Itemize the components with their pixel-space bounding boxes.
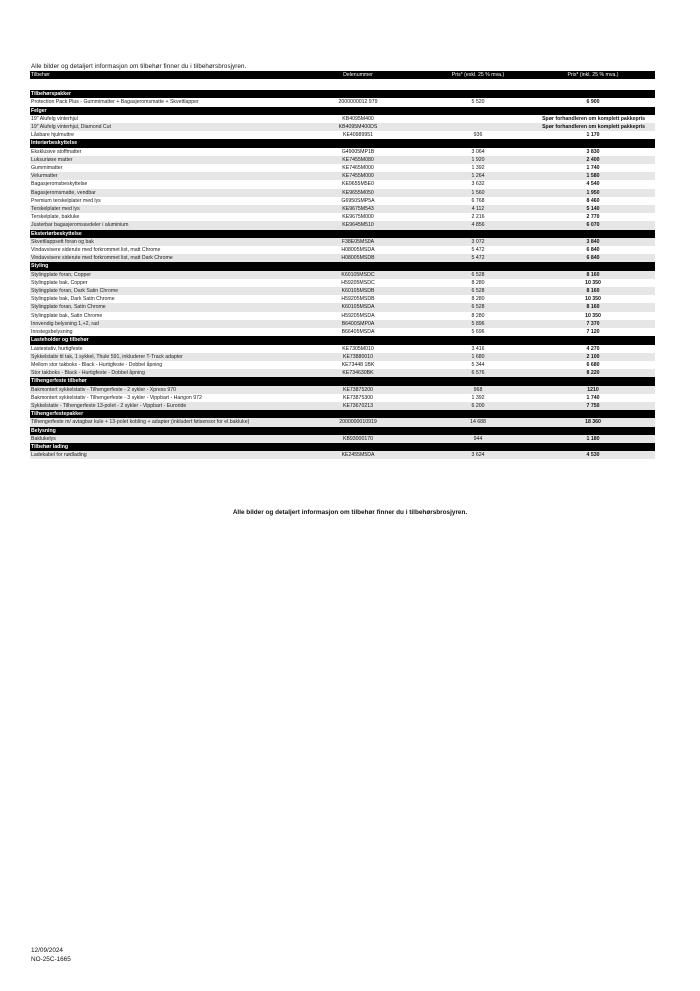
part-number: KE7455M000	[290, 172, 425, 180]
price-excl-vat: 8 280	[471, 279, 485, 286]
table-row	[30, 156, 655, 164]
price-excl-vat: 5 696	[471, 329, 485, 336]
price-excl-vat: 8 280	[471, 296, 485, 303]
price-excl-vat: 5 472	[425, 254, 530, 262]
price-incl-vat: 18 360	[530, 418, 655, 426]
accessory-name: Stor takboks - Black - Hurtigfeste - Dobbel åpning	[30, 369, 290, 377]
part-number: H08005MSDA	[341, 247, 375, 254]
price-excl-vat: 968	[425, 386, 530, 394]
price-excl-vat: 3 416	[471, 345, 485, 352]
price-excl-vat: 5 344	[471, 361, 485, 368]
price-excl-vat: 4 856	[425, 221, 530, 229]
section-header-row	[30, 443, 655, 451]
part-number: F38E05MS0A	[290, 238, 425, 246]
part-number: KE734630BK	[290, 369, 425, 377]
price-incl-vat: 8 160	[530, 303, 655, 311]
part-number: H59205MSDC	[341, 279, 375, 286]
table-row	[30, 328, 655, 336]
accessory-name: Luksuriøse matter	[30, 156, 290, 164]
table-row	[30, 238, 655, 246]
accessory-name: 19" Alufelg vinterhjul	[31, 115, 78, 122]
price-incl-vat: 1 580	[530, 172, 655, 180]
table-row	[30, 435, 655, 443]
accessory-name: Premium terskelplater med lys	[31, 197, 101, 204]
table-row	[30, 131, 655, 139]
accessory-name: Skvettlappsett foran og bak	[30, 238, 290, 246]
part-number: KE7465M000	[342, 165, 374, 172]
price-incl-vat: 10 350	[585, 279, 601, 286]
price-excl-vat: 8 280	[471, 312, 485, 319]
part-number: KE9655M050	[290, 189, 425, 197]
price-incl-vat: 1 170	[586, 132, 600, 139]
price-excl-vat: 5 896	[425, 320, 530, 328]
price-incl-vat: 1 740	[586, 165, 600, 172]
accessory-name: Sykkelstativ til tak, 1 sykkel, Thule 591, inkluderer T-Track adapter	[30, 353, 290, 361]
price-incl-vat: 6 900	[586, 99, 600, 106]
section-header-row	[30, 139, 655, 147]
column-header-price-incl-vat: Pris* (inkl. 25 % mva.)	[530, 71, 655, 79]
table-spacer-row	[30, 79, 655, 90]
accessory-name: Bagasjeromsmatte, vendbar	[30, 189, 290, 197]
price-incl-vat: 6 840	[586, 247, 600, 254]
part-number: K60105MSDA	[290, 303, 425, 311]
table-row	[30, 271, 655, 279]
price-incl-vat: 2 100	[530, 353, 655, 361]
price-incl-vat: 7 120	[586, 329, 600, 336]
section-title: Interiørbeskyttelse	[30, 139, 655, 147]
accessory-name: Stylingplate foran, Satin Chrome	[30, 303, 290, 311]
accessory-name: Vindavvisere siderute med forkrommet list, matt Dark Chrome	[30, 254, 290, 262]
table-row	[30, 394, 655, 402]
table-row	[30, 180, 655, 188]
price-excl-vat: 3 632	[471, 181, 485, 188]
price-excl-vat: 1 392	[471, 394, 485, 401]
table-row	[30, 303, 655, 311]
column-header-price-excl-vat: Pris* (exkl. 25 % mva.)	[425, 71, 530, 79]
price-excl-vat: 6 528	[425, 287, 530, 295]
price-incl-vat: 3 830	[586, 148, 600, 155]
price-excl-vat: 936	[473, 132, 483, 139]
section-title: Tilhengerfeste tilbehør	[30, 377, 655, 385]
section-title: Tilbehørspakker	[30, 90, 655, 98]
table-row	[30, 98, 655, 106]
part-number: B66405MSDA	[341, 329, 375, 336]
section-header-row	[30, 262, 655, 270]
part-number: KE7305M010	[342, 345, 374, 352]
price-incl-vat: 1 950	[530, 189, 655, 197]
accessory-name: Terskelplate, bakluke	[31, 214, 80, 221]
price-excl-vat: 1 920	[425, 156, 530, 164]
price-incl-vat: 8 460	[586, 197, 600, 204]
section-header-row	[30, 427, 655, 435]
column-header-accessory: Tilbehør	[30, 71, 290, 79]
price-incl-vat: 8 160	[530, 271, 655, 279]
part-number: KE9675M000	[342, 214, 374, 221]
price-excl-vat: 5 520	[471, 99, 485, 106]
table-row	[30, 402, 655, 410]
part-number: KE73875200	[290, 386, 425, 394]
part-number: KE73875300	[342, 394, 373, 401]
price-excl-vat: 6 200	[425, 402, 530, 410]
part-number: 2000000012 979	[338, 99, 378, 106]
price-excl-vat: 6 576	[425, 369, 530, 377]
accessory-name: Innvendig belysning 1,+2, rad	[30, 320, 290, 328]
part-number: G6950SMP5A	[341, 197, 375, 204]
part-number: 2000000010919	[290, 418, 425, 426]
table-row	[30, 172, 655, 180]
price-excl-vat: 6 768	[471, 197, 485, 204]
table-row	[30, 164, 655, 172]
intro-text: Alle bilder og detaljert informasjon om tilbehør finner du i tilbehørsbrosjyren.	[31, 63, 247, 70]
table-row	[30, 221, 655, 229]
part-number: KE73448 1BK	[341, 361, 375, 368]
price-incl-vat: 7 750	[530, 402, 655, 410]
accessory-name: Sykkelstativ - Tilhengerfeste 13-polet - 2 sykler - Vippbart - Euroride	[30, 402, 290, 410]
part-number: KE73880010	[290, 353, 425, 361]
part-number: KE40989951	[342, 132, 373, 139]
section-header-row	[30, 90, 655, 98]
section-title: Tilhengerfestepakker	[30, 410, 655, 418]
price-incl-vat: 5 140	[530, 205, 655, 213]
table-row	[30, 418, 655, 426]
section-title: Felger	[30, 107, 655, 115]
price-incl-vat: 6 680	[586, 361, 600, 368]
column-header-part-number: Delenummer	[290, 71, 425, 79]
section-title: Lasteholder og tilbehør	[30, 336, 655, 344]
price-incl-vat: 10 350	[585, 296, 601, 303]
price-incl-vat: 4 530	[530, 451, 655, 459]
accessory-name: Stylingplate bak, Satin Chrome	[31, 312, 103, 319]
accessory-name: Lastestativ, hurtigfeste	[31, 345, 83, 352]
price-incl-vat: 8 160	[530, 287, 655, 295]
accessory-price-table	[30, 71, 655, 459]
price-note: Spør forhandleren om komplett pakkepris	[425, 123, 655, 131]
price-incl-vat: 8 220	[530, 369, 655, 377]
price-excl-vat: 3 064	[471, 148, 485, 155]
accessory-name: Stylingplate bak, Copper	[31, 279, 88, 286]
accessory-name: Terskelplater med lys	[30, 205, 290, 213]
part-number: KE9655M5E0	[341, 181, 374, 188]
price-incl-vat: 3 840	[530, 238, 655, 246]
price-excl-vat: 14 688	[425, 418, 530, 426]
part-number: H59205MSDA	[341, 312, 375, 319]
price-excl-vat: 1 392	[471, 165, 485, 172]
accessory-name: Justerbar bagasjeromsavdeler i aluminium	[30, 221, 290, 229]
table-row	[30, 295, 655, 303]
price-table-body	[30, 71, 655, 459]
part-number: KE9645M510	[290, 221, 425, 229]
accessory-name: Stylingplate foran, Copper	[30, 271, 290, 279]
part-number: KB93000170	[290, 435, 425, 443]
section-header-row	[30, 410, 655, 418]
price-excl-vat: 1 264	[425, 172, 530, 180]
table-row	[30, 246, 655, 254]
part-number: KE9675M543	[290, 205, 425, 213]
table-row	[30, 115, 655, 123]
accessory-name: Baklukelys	[30, 435, 290, 443]
accessory-name: Bakmontert sykkelstativ - Tilhengerfeste - 2 sykler - Xpress 970	[30, 386, 290, 394]
table-row	[30, 369, 655, 377]
price-excl-vat: 6 528	[425, 303, 530, 311]
section-title: Belysning	[30, 427, 655, 435]
section-title: Tilbehør lading	[30, 443, 655, 451]
price-incl-vat: 4 270	[586, 345, 600, 352]
part-number: G49005MP1B	[341, 148, 375, 155]
price-incl-vat: 2 770	[586, 214, 600, 221]
table-row	[30, 205, 655, 213]
price-excl-vat: 3 072	[425, 238, 530, 246]
table-row	[30, 287, 655, 295]
price-excl-vat: 3 624	[425, 451, 530, 459]
part-number: KB4095M400DS	[290, 123, 425, 131]
section-title: Eksteriørbeskyttelse	[30, 230, 655, 238]
table-row	[30, 312, 655, 320]
price-incl-vat: 2 400	[530, 156, 655, 164]
part-number: KE73670213	[290, 402, 425, 410]
part-number: H08005MSDB	[290, 254, 425, 262]
price-incl-vat: 6 840	[530, 254, 655, 262]
price-excl-vat: 2 216	[471, 214, 485, 221]
table-row	[30, 197, 655, 205]
accessory-name: Tilhengerfeste m/ avtagbar kule + 13-polet kobling + adapter (inkludert føtsensor for el.bakluke)	[30, 418, 290, 426]
table-row	[30, 345, 655, 353]
table-row	[30, 353, 655, 361]
price-incl-vat: 6 070	[530, 221, 655, 229]
price-excl-vat: 944	[425, 435, 530, 443]
accessory-name: Stylingplate foran, Dark Satin Chrome	[30, 287, 290, 295]
part-number: K60105MSDC	[290, 271, 425, 279]
price-incl-vat: 10 350	[585, 312, 601, 319]
price-note: Spør forhandleren om komplett pakkepris	[542, 115, 645, 122]
accessory-name: Gummimatter	[31, 165, 63, 172]
footer-note: Alle bilder og detaljert informasjon om tilbehør finner du i tilbehørsbrosjyren.	[232, 509, 468, 516]
accessory-name: Stylingplate bak, Dark Satin Chrome	[31, 296, 115, 303]
accessory-name: Låsbare hjulmuttre	[31, 132, 74, 139]
accessory-name: Velurmatter	[30, 172, 290, 180]
price-incl-vat: 4 540	[586, 181, 600, 188]
part-number: KE2455M5DA	[290, 451, 425, 459]
section-title: Styling	[30, 262, 655, 270]
table-row	[30, 320, 655, 328]
accessory-name: Eksklusive stoffmatter	[31, 148, 82, 155]
price-excl-vat: 4 112	[425, 205, 530, 213]
section-header-row	[30, 377, 655, 385]
accessory-name: Ladekabel for nødlading	[30, 451, 290, 459]
price-incl-vat: 1 740	[586, 394, 600, 401]
part-number: B6400SMP0A	[290, 320, 425, 328]
price-excl-vat: 6 528	[425, 271, 530, 279]
price-excl-vat: 1 560	[425, 189, 530, 197]
price-excl-vat: 1 680	[425, 353, 530, 361]
accessory-name: 19" Alufelg vinterhjul, Diamond Cut	[30, 123, 290, 131]
accessory-name: Protection Pack Plus - Gummimatter + Bagasjeromsmatte + Skvettlapper	[31, 99, 199, 106]
part-number: H59205MSDB	[341, 296, 375, 303]
part-number: KE7455M080	[290, 156, 425, 164]
part-number: K60105MSDB	[290, 287, 425, 295]
document-code: NO-25C-1665	[31, 956, 71, 963]
section-header-row	[30, 336, 655, 344]
document-date: 12/09/2024	[31, 947, 63, 954]
table-row	[30, 254, 655, 262]
price-incl-vat: 7 370	[530, 320, 655, 328]
table-header-row	[30, 71, 655, 79]
table-row	[30, 361, 655, 369]
table-row	[30, 213, 655, 221]
section-header-row	[30, 230, 655, 238]
accessory-name: Bagasjeromsbeskyttelse	[31, 181, 88, 188]
table-row	[30, 148, 655, 156]
accessory-name: Vindavvisere siderute med forkrommet list, matt Chrome	[31, 247, 161, 254]
table-row	[30, 189, 655, 197]
table-row	[30, 451, 655, 459]
accessory-name: Innstegsbelysning	[31, 329, 73, 336]
part-number: KB4095M400	[342, 115, 374, 122]
accessory-name: Bakmontert sykkelstativ - Tilhengerfeste - 3 sykler - Vippbart - Hangon 972	[31, 394, 202, 401]
accessory-name: Mellom stor takboks - Black - Hurtigfeste - Dobbel åpning	[31, 361, 163, 368]
price-excl-vat: 5 472	[471, 247, 485, 254]
price-incl-vat: 1210	[530, 386, 655, 394]
table-row	[30, 279, 655, 287]
table-row	[30, 386, 655, 394]
table-row	[30, 123, 655, 131]
price-incl-vat: 1 180	[530, 435, 655, 443]
section-header-row	[30, 107, 655, 115]
